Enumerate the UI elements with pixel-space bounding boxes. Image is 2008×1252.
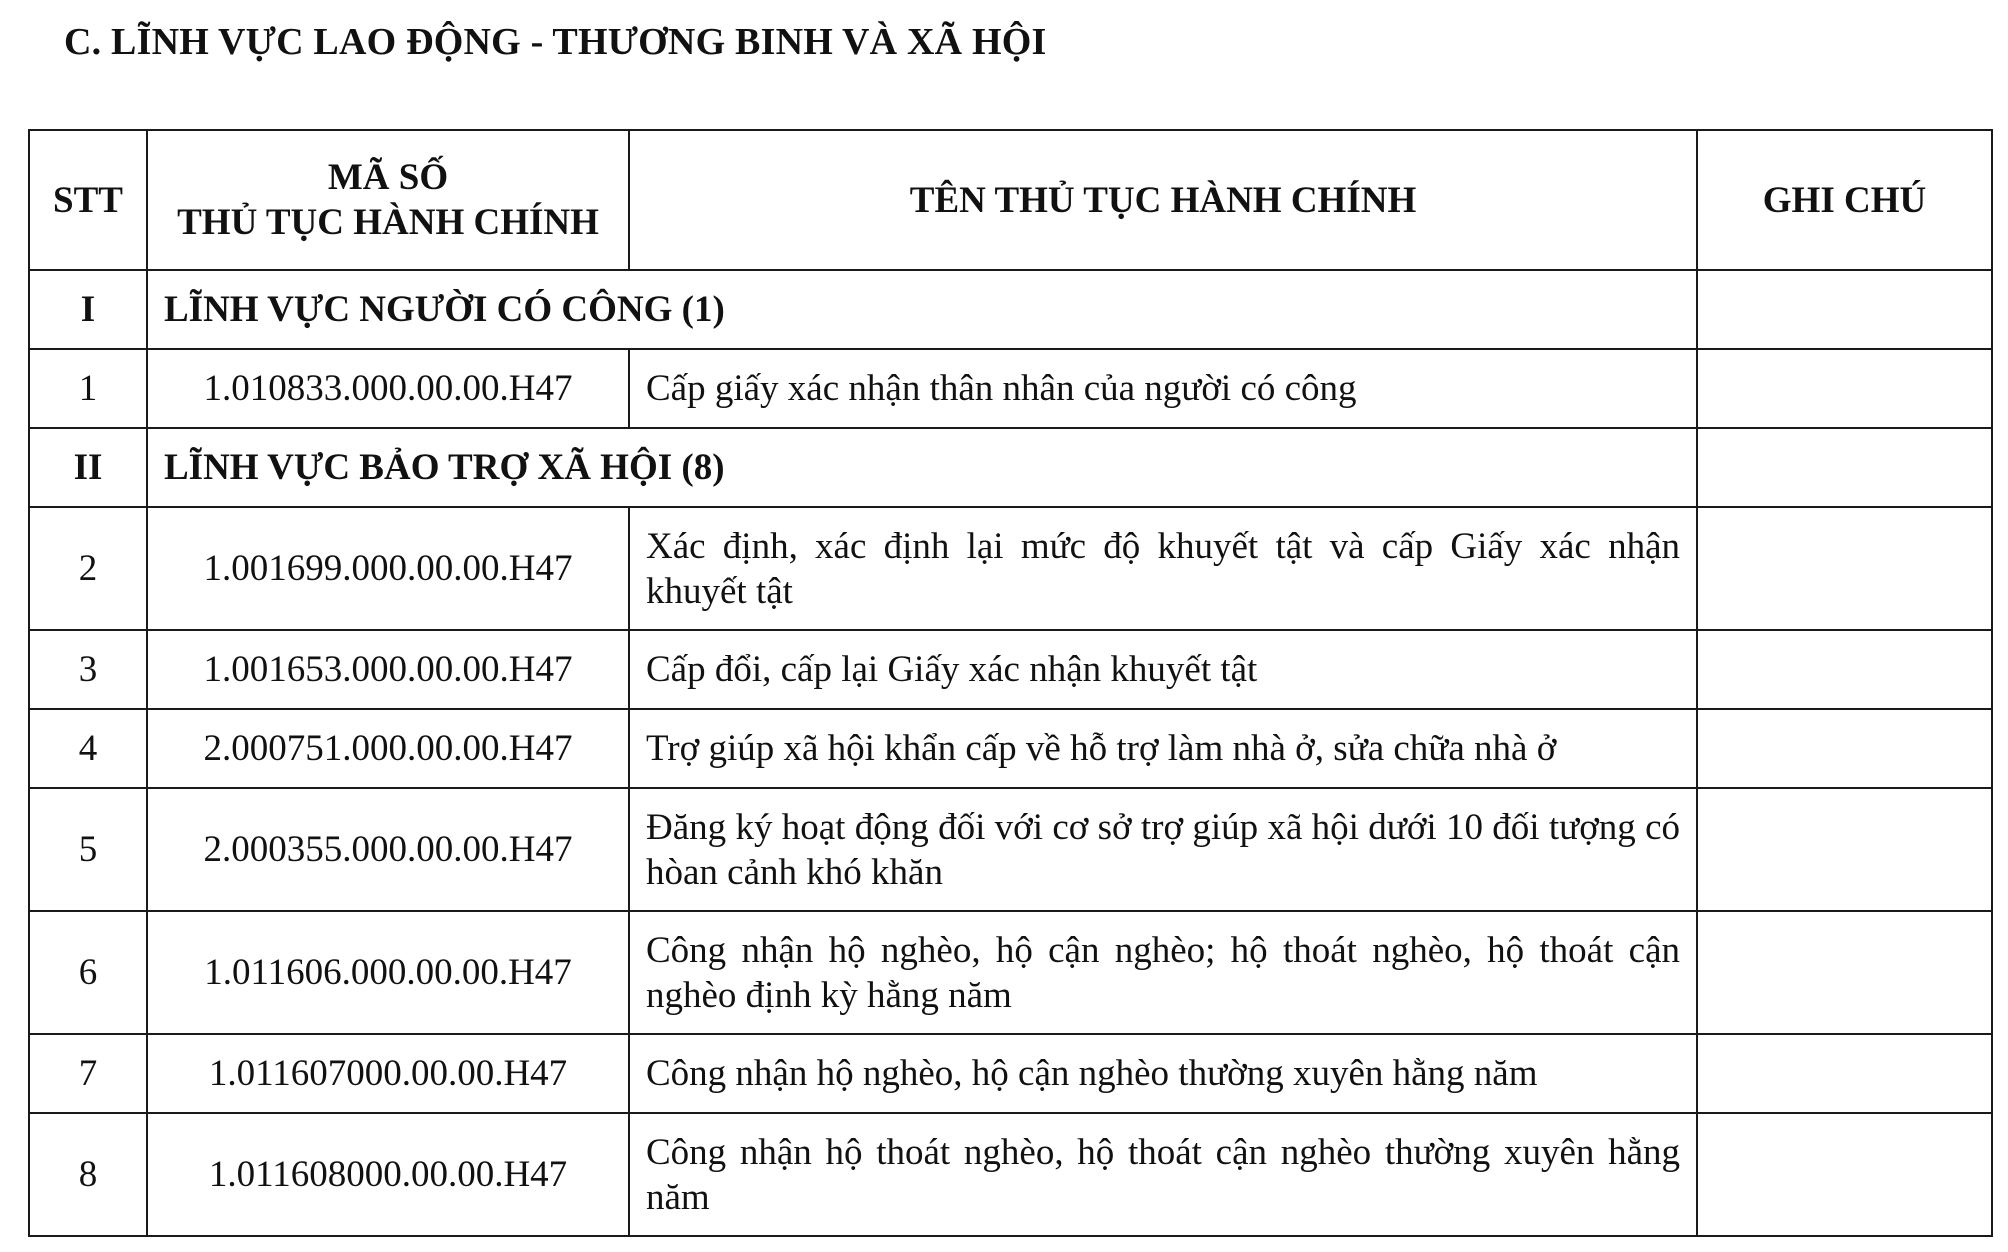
row-stt: 3: [29, 630, 147, 709]
table-row: [29, 709, 1992, 788]
row-code: 1.001653.000.00.00.H47: [147, 630, 629, 709]
header-note: GHI CHÚ: [1697, 130, 1992, 270]
table-row: [29, 630, 1992, 709]
group-title: LĨNH VỰC NGƯỜI CÓ CÔNG (1): [147, 270, 1697, 349]
row-note: [1697, 788, 1992, 911]
table-row: [29, 507, 1992, 630]
row-name: Cấp đổi, cấp lại Giấy xác nhận khuyết tật: [629, 630, 1697, 709]
table-row: [29, 788, 1992, 911]
group-roman: I: [29, 270, 147, 349]
row-name: Công nhận hộ thoát nghèo, hộ thoát cận nghèo thường xuyên hằng năm: [629, 1113, 1697, 1236]
row-code: 1.011608000.00.00.H47: [147, 1113, 629, 1236]
group-note: [1697, 428, 1992, 507]
group-row: [29, 428, 1992, 507]
row-stt: 2: [29, 507, 147, 630]
row-code: 2.000355.000.00.00.H47: [147, 788, 629, 911]
row-note: [1697, 1113, 1992, 1236]
header-code-line2: THỦ TỤC HÀNH CHÍNH: [177, 202, 599, 243]
row-code: 1.011606.000.00.00.H47: [147, 911, 629, 1034]
table-row: [29, 911, 1992, 1034]
section-title: C. LĨNH VỰC LAO ĐỘNG - THƯƠNG BINH VÀ XÃ HỘI: [64, 21, 1047, 63]
header-code-line1: MÃ SỐ: [327, 157, 449, 198]
row-note: [1697, 1034, 1992, 1113]
group-note: [1697, 270, 1992, 349]
row-stt: 6: [29, 911, 147, 1034]
group-title: LĨNH VỰC BẢO TRỢ XÃ HỘI (8): [147, 428, 1697, 507]
row-stt: 7: [29, 1034, 147, 1113]
row-stt: 8: [29, 1113, 147, 1236]
row-code: 2.000751.000.00.00.H47: [147, 709, 629, 788]
row-name: Trợ giúp xã hội khẩn cấp về hỗ trợ làm nhà ở, sửa chữa nhà ở: [629, 709, 1697, 788]
group-row: [29, 270, 1992, 349]
row-name: Công nhận hộ nghèo, hộ cận nghèo thường xuyên hằng năm: [629, 1034, 1697, 1113]
table-row: [29, 1034, 1992, 1113]
row-code: 1.010833.000.00.00.H47: [147, 349, 629, 428]
row-name: Cấp giấy xác nhận thân nhân của người có công: [629, 349, 1697, 428]
row-note: [1697, 630, 1992, 709]
row-stt: 4: [29, 709, 147, 788]
group-roman: II: [29, 428, 147, 507]
row-note: [1697, 349, 1992, 428]
row-name: Xác định, xác định lại mức độ khuyết tật và cấp Giấy xác nhận khuyết tật: [629, 507, 1697, 630]
row-note: [1697, 911, 1992, 1034]
header-code: [147, 130, 629, 270]
row-stt: 1: [29, 349, 147, 428]
row-note: [1697, 507, 1992, 630]
row-name: Đăng ký hoạt động đối với cơ sở trợ giúp xã hội dưới 10 đối tượng có hòan cảnh khó khăn: [629, 788, 1697, 911]
row-note: [1697, 709, 1992, 788]
row-name: Công nhận hộ nghèo, hộ cận nghèo; hộ thoát nghèo, hộ thoát cận nghèo định kỳ hằng năm: [629, 911, 1697, 1034]
table-row: [29, 1113, 1992, 1236]
procedures-table: [28, 129, 1993, 1237]
header-stt: STT: [29, 130, 147, 270]
header-name: TÊN THỦ TỤC HÀNH CHÍNH: [629, 130, 1697, 270]
table-row: [29, 349, 1992, 428]
row-code: 1.011607000.00.00.H47: [147, 1034, 629, 1113]
row-stt: 5: [29, 788, 147, 911]
header-row: [29, 130, 1992, 270]
row-code: 1.001699.000.00.00.H47: [147, 507, 629, 630]
